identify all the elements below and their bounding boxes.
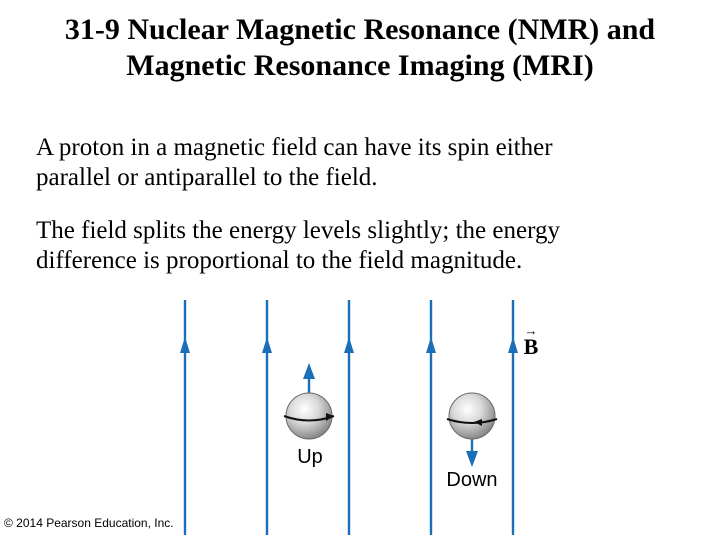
up-label: Up [297,446,323,468]
proton-spin-up [284,363,334,468]
field-line-arrow-icon [426,337,436,353]
field-line-arrows [180,337,518,353]
down-label: Down [446,469,498,491]
field-line-arrow-icon [180,337,190,353]
field-line-arrow-icon [344,337,354,353]
title-line-2: Magnetic Resonance Imaging (MRI) [126,49,594,82]
nmr-spin-figure [0,295,720,540]
slide-title [0,12,720,84]
spin-down-arrow-icon [466,451,478,467]
field-label [524,323,539,359]
paragraph-2-line-1: The field splits the energy levels slightly; the energy [36,217,560,244]
field-symbol: B [523,334,539,359]
paragraph-1-line-2: parallel or antiparallel to the field. [36,164,378,191]
proton-sphere-icon [449,393,495,439]
copyright-notice: © 2014 Pearson Education, Inc. [4,516,174,530]
paragraph-spin-orientation [36,133,676,193]
spin-up-arrow-icon [303,363,315,379]
paragraph-energy-splitting [36,216,676,276]
paragraph-1-line-1: A proton in a magnetic field can have its spin either [36,134,553,161]
proton-sphere-icon [286,393,332,439]
title-line-1: 31-9 Nuclear Magnetic Resonance (NMR) and [64,13,656,46]
field-vector-arrow: → [524,323,538,338]
field-line-arrow-icon [262,337,272,353]
paragraph-2-line-2: difference is proportional to the field magnitude. [36,247,523,274]
field-line-arrow-icon [508,337,518,353]
proton-spin-down [446,393,497,491]
